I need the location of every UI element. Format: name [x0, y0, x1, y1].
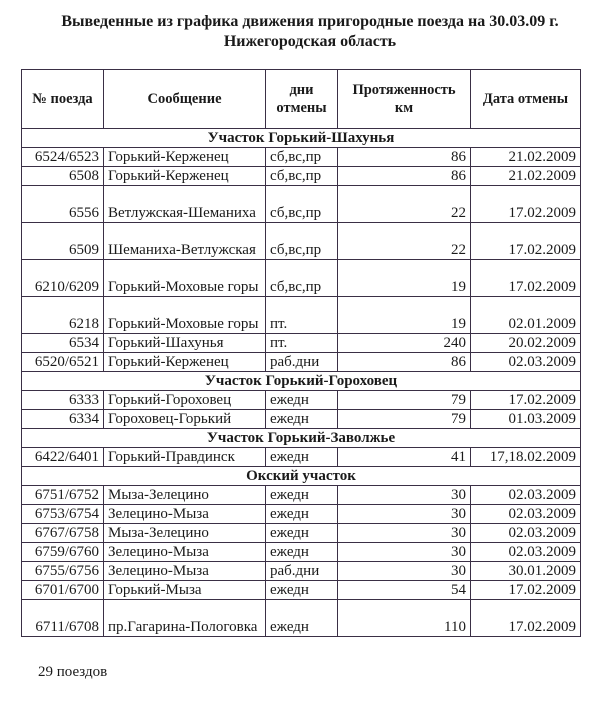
cancel-days-cell: ежедн — [266, 486, 338, 505]
cancel-days-cell: пт. — [266, 297, 338, 334]
length-km-cell: 22 — [338, 223, 471, 260]
train-number-cell: 6509 — [22, 223, 104, 260]
cancel-date-cell: 02.03.2009 — [471, 486, 581, 505]
cancel-date-cell: 21.02.2009 — [471, 167, 581, 186]
route-cell: Горький-Моховые горы — [104, 260, 266, 297]
train-number-cell: 6701/6700 — [22, 581, 104, 600]
table-row — [22, 505, 581, 524]
train-number-cell: 6218 — [22, 297, 104, 334]
cancelled-trains-table — [21, 69, 581, 637]
table-row — [22, 486, 581, 505]
cancel-days-cell: сб,вс,пр — [266, 260, 338, 297]
section-title: Участок Горький-Гороховец — [22, 372, 581, 391]
train-number-cell: 6534 — [22, 334, 104, 353]
cancel-days-cell: сб,вс,пр — [266, 186, 338, 223]
cancel-date-cell: 02.01.2009 — [471, 297, 581, 334]
table-row — [22, 223, 581, 260]
route-cell: Горький-Мыза — [104, 581, 266, 600]
cancel-date-cell: 17.02.2009 — [471, 260, 581, 297]
train-number-cell: 6759/6760 — [22, 543, 104, 562]
train-number-cell: 6755/6756 — [22, 562, 104, 581]
cancel-date-cell: 17.02.2009 — [471, 186, 581, 223]
cancel-days-cell: сб,вс,пр — [266, 148, 338, 167]
length-km-cell: 240 — [338, 334, 471, 353]
table-row — [22, 391, 581, 410]
cancel-days-cell: ежедн — [266, 391, 338, 410]
cancel-date-cell: 17,18.02.2009 — [471, 448, 581, 467]
cancel-days-cell: ежедн — [266, 524, 338, 543]
cancel-date-cell: 17.02.2009 — [471, 391, 581, 410]
cancel-days-cell: пт. — [266, 334, 338, 353]
length-km-cell: 86 — [338, 167, 471, 186]
cancel-date-cell: 21.02.2009 — [471, 148, 581, 167]
route-cell: Зелецино-Мыза — [104, 562, 266, 581]
cancel-date-cell: 02.03.2009 — [471, 524, 581, 543]
train-number-cell: 6711/6708 — [22, 600, 104, 637]
train-number-cell: 6751/6752 — [22, 486, 104, 505]
length-km-cell: 30 — [338, 486, 471, 505]
route-cell: Зелецино-Мыза — [104, 543, 266, 562]
table-row — [22, 334, 581, 353]
length-km-cell: 79 — [338, 391, 471, 410]
cancel-days-cell: раб.дни — [266, 562, 338, 581]
cancel-days-cell: раб.дни — [266, 353, 338, 372]
route-cell: Горький-Шахунья — [104, 334, 266, 353]
section-header-row — [22, 372, 581, 391]
table-row — [22, 562, 581, 581]
train-number-cell: 6753/6754 — [22, 505, 104, 524]
length-km-cell: 54 — [338, 581, 471, 600]
length-km-cell: 22 — [338, 186, 471, 223]
header-train-number: № поезда — [22, 70, 104, 129]
cancel-days-cell: сб,вс,пр — [266, 223, 338, 260]
cancel-date-cell: 17.02.2009 — [471, 600, 581, 637]
train-number-cell: 6334 — [22, 410, 104, 429]
cancel-date-cell: 02.03.2009 — [471, 543, 581, 562]
train-number-cell: 6520/6521 — [22, 353, 104, 372]
cancel-days-cell: ежедн — [266, 543, 338, 562]
section-header-row — [22, 429, 581, 448]
cancel-date-cell: 17.02.2009 — [471, 581, 581, 600]
document-title: Выведенные из графика движения пригородные поезда на 30.03.09 г. — [61, 13, 559, 30]
section-header-row — [22, 129, 581, 148]
section-header-row — [22, 467, 581, 486]
length-km-cell: 30 — [338, 562, 471, 581]
table-row — [22, 581, 581, 600]
route-cell: Горький-Гороховец — [104, 391, 266, 410]
train-number-cell: 6422/6401 — [22, 448, 104, 467]
route-cell: Горький-Правдинск — [104, 448, 266, 467]
table-row — [22, 186, 581, 223]
cancel-date-cell: 30.01.2009 — [471, 562, 581, 581]
length-km-cell: 110 — [338, 600, 471, 637]
cancel-date-cell: 17.02.2009 — [471, 223, 581, 260]
table-row — [22, 600, 581, 637]
header-cancel-date: Дата отмены — [471, 70, 581, 129]
length-km-cell: 86 — [338, 353, 471, 372]
table-row — [22, 353, 581, 372]
cancel-date-cell: 02.03.2009 — [471, 353, 581, 372]
cancel-days-cell: ежедн — [266, 600, 338, 637]
section-title: Окский участок — [22, 467, 581, 486]
route-cell: пр.Гагарина-Пологовка — [104, 600, 266, 637]
cancel-date-cell: 01.03.2009 — [471, 410, 581, 429]
document-subtitle-region: Нижегородская область — [223, 33, 397, 50]
train-number-cell: 6556 — [22, 186, 104, 223]
section-title: Участок Горький-Шахунья — [22, 129, 581, 148]
table-row — [22, 260, 581, 297]
route-cell: Горький-Керженец — [104, 148, 266, 167]
cancel-date-cell: 02.03.2009 — [471, 505, 581, 524]
train-number-cell: 6508 — [22, 167, 104, 186]
route-cell: Ветлужская-Шеманиха — [104, 186, 266, 223]
cancel-days-cell: ежедн — [266, 410, 338, 429]
table-row — [22, 524, 581, 543]
train-number-cell: 6333 — [22, 391, 104, 410]
section-title: Участок Горький-Заволжье — [22, 429, 581, 448]
cancel-date-cell: 20.02.2009 — [471, 334, 581, 353]
table-body — [22, 129, 581, 637]
length-km-cell: 30 — [338, 505, 471, 524]
length-km-cell: 19 — [338, 260, 471, 297]
route-cell: Зелецино-Мыза — [104, 505, 266, 524]
route-cell: Мыза-Зелецино — [104, 524, 266, 543]
train-count-footer: 29 поездов — [38, 664, 108, 680]
train-number-cell: 6524/6523 — [22, 148, 104, 167]
cancel-days-cell: ежедн — [266, 448, 338, 467]
table-row — [22, 167, 581, 186]
cancel-days-cell: ежедн — [266, 505, 338, 524]
route-cell: Горький-Керженец — [104, 353, 266, 372]
table-row — [22, 297, 581, 334]
cancel-days-cell: ежедн — [266, 581, 338, 600]
table-row — [22, 148, 581, 167]
length-km-cell: 86 — [338, 148, 471, 167]
header-route: Сообщение — [104, 70, 266, 129]
header-length-km: Протяженность км — [338, 70, 471, 129]
route-cell: Горький-Керженец — [104, 167, 266, 186]
length-km-cell: 41 — [338, 448, 471, 467]
train-number-cell: 6767/6758 — [22, 524, 104, 543]
length-km-cell: 79 — [338, 410, 471, 429]
table-row — [22, 543, 581, 562]
table-row — [22, 448, 581, 467]
cancel-days-cell: сб,вс,пр — [266, 167, 338, 186]
length-km-cell: 19 — [338, 297, 471, 334]
train-number-cell: 6210/6209 — [22, 260, 104, 297]
route-cell: Гороховец-Горький — [104, 410, 266, 429]
length-km-cell: 30 — [338, 524, 471, 543]
route-cell: Горький-Моховые горы — [104, 297, 266, 334]
length-km-cell: 30 — [338, 543, 471, 562]
route-cell: Мыза-Зелецино — [104, 486, 266, 505]
table-row — [22, 410, 581, 429]
table-header-row — [22, 70, 581, 129]
header-cancel-days: дни отмены — [266, 70, 338, 129]
route-cell: Шеманиха-Ветлужская — [104, 223, 266, 260]
